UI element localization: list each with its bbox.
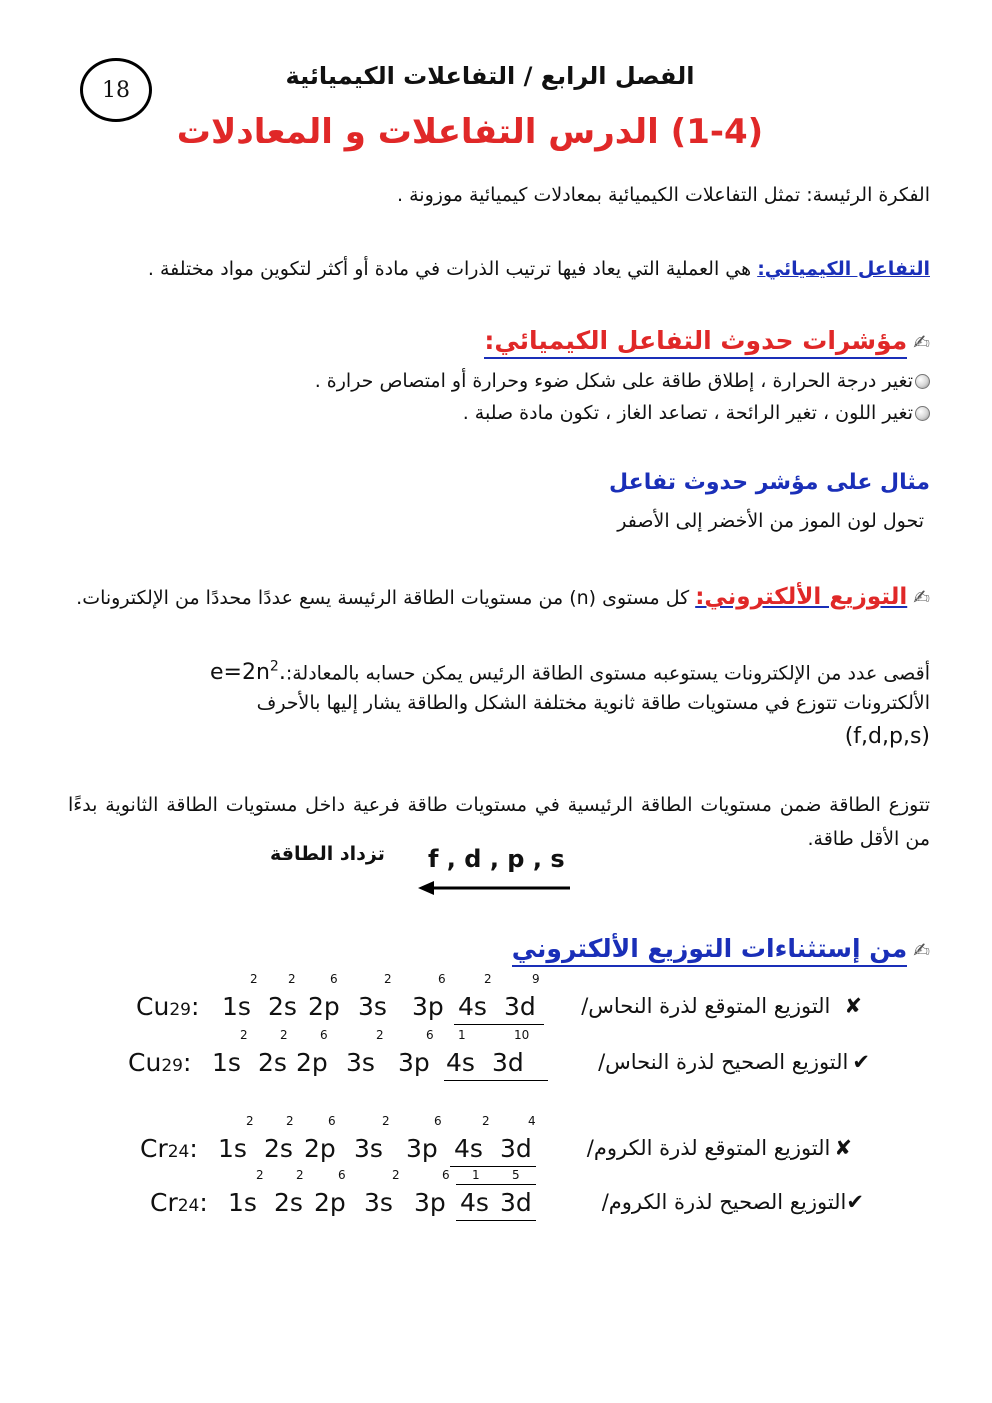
cr-expected-label: ✘التوزيع المتوقع لذرة الكروم/ [586, 1136, 852, 1160]
indicator-line-2 [463, 398, 930, 428]
definition-term: التفاعل الكيميائي: [757, 258, 930, 280]
max-electrons-text: أقصى عدد من الإلكترونات يستوعبه مستوى الطاقة الرئيس يمكن حسابه بالمعادلة: [285, 662, 930, 685]
bullet-icon [915, 374, 930, 389]
sublevels-line: الألكترونات تتوزع في مستويات طاقة ثانوية مختلفة الشكل والطاقة يشار إليها بالأحرف [256, 692, 930, 714]
electron-config-line1: كل مستوى (n) من مستويات الطاقة الرئيسة يسع عددًا محددًا من الإلكترونات. [76, 587, 696, 609]
cu-correct-config: Cu29: 2 1s 2 2s 6 2p 2 3s 6 3p 1 4s 10 3d [128, 1028, 548, 1082]
definition-paragraph [68, 252, 930, 286]
sublevel-letters: (f,d,p,s) [844, 724, 930, 749]
pen-icon: ✍ [913, 938, 930, 962]
cu-correct-label: ✔التوزيع الصحيح لذرة النحاس/ [598, 1050, 870, 1074]
energy-arrow-icon [418, 878, 574, 898]
example-text: تحول لون الموز من الأخضر إلى الأصفر [617, 510, 924, 532]
cr-expected-config: Cr24: 2 1s 2 2s 6 2p 2 3s 6 3p 2 4s 4 3d [140, 1114, 540, 1168]
cu-expected-label: ✘التوزيع المتوقع لذرة النحاس/ [581, 994, 862, 1018]
bullet-icon [915, 406, 930, 421]
indicator-text-2: تغير اللون ، تغير الرائحة ، تصاعد الغاز ، تكون مادة صلبة . [462, 402, 913, 424]
pen-icon: ✍ [913, 330, 930, 354]
main-idea: الفكرة الرئيسة: تمثل التفاعلات الكيميائية بمعادلات كيميائية موزونة . [397, 184, 930, 206]
energy-arrow-row [270, 845, 565, 873]
orbital-sequence: f , d , p , s [428, 845, 565, 873]
energy-paragraph: تتوزع الطاقة ضمن مستويات الطاقة الرئيسية في مستويات طاقة فرعية داخل مستويات الطاقة الثانوية بدءًا من الأقل طاقة. [68, 794, 930, 850]
pen-icon: ✍ [913, 585, 930, 609]
formula: $e=2n^2$. [209, 659, 286, 686]
page-number: 18 [80, 58, 152, 122]
cr-correct-config: Cr24: 2 1s 2 2s 6 2p 2 3s 6 3p 1 4s 5 3d [150, 1168, 540, 1222]
example-title: مثال على مؤشر حدوث تفاعل [609, 470, 930, 495]
cu-expected-config: Cu29: 2 1s 2 2s 6 2p 2 3s 6 3p 2 4s 9 3d [136, 972, 546, 1026]
indicator-line-1 [315, 366, 930, 396]
electron-config-paragraph [68, 580, 930, 615]
indicators-heading [484, 326, 930, 355]
indicator-text-1: تغير درجة الحرارة ، إطلاق طاقة على شكل ضوء وحرارة أو امتصاص حرارة . [314, 370, 913, 392]
exceptions-title: من إستثناءات التوزيع الألكتروني [512, 934, 908, 967]
example-heading [609, 468, 930, 498]
definition-text: هي العملية التي يعاد فيها ترتيب الذرات في مادة أو أكثر لتكوين مواد مختلفة . [147, 258, 758, 280]
lesson-title: (1-4) الدرس التفاعلات و المعادلات [176, 112, 764, 152]
energy-label: تزداد الطاقة [270, 843, 385, 865]
exceptions-heading [512, 934, 930, 963]
chapter-title: الفصل الرابع / التفاعلات الكيميائية [285, 62, 695, 90]
cr-correct-label: ✔التوزيع الصحيح لذرة الكروم/ [601, 1190, 864, 1214]
max-electrons-line [68, 652, 930, 688]
electron-config-term: التوزيع الألكتروني: [695, 584, 908, 610]
indicators-title: مؤشرات حدوث التفاعل الكيميائي: [484, 326, 907, 359]
